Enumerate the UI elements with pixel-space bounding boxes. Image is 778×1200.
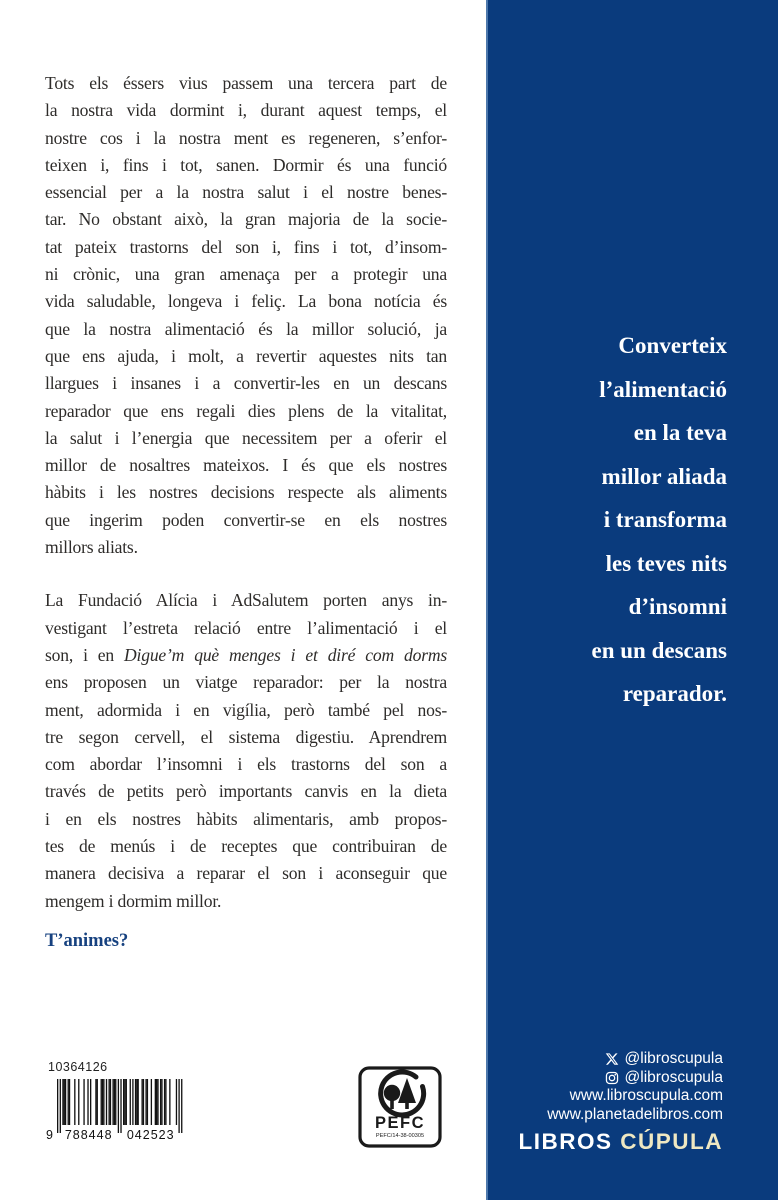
text-line: que ingerim poden convertir-se en els nostres <box>45 509 447 530</box>
svg-text:9: 9 <box>46 1128 54 1142</box>
publisher-logo <box>518 1130 723 1154</box>
text-line: reparador que ens regali dies plens de la vitalitat, <box>45 400 447 421</box>
text-line: La Fundació Alícia i AdSalutem porten anys in- <box>45 590 447 611</box>
pefc-cert-number: PEFC/14-38-00305 <box>375 1133 425 1139</box>
tagline-line: Converteix <box>618 333 727 358</box>
cta-text: T’animes? <box>45 931 129 951</box>
text-line: i en els nostres hàbits alimentaris, amb propos- <box>45 808 447 829</box>
footer-social-block <box>518 1050 723 1154</box>
tagline-line: l’alimentació <box>599 376 727 402</box>
x-handle: @libroscupula <box>624 1050 723 1067</box>
text-line: son, i en Digue’m què menges i et diré com dorms <box>45 644 447 665</box>
publisher-url: www.libroscupula.com <box>569 1087 723 1104</box>
text-line: la nostra vida dormint i, durant aquest temps, el <box>45 100 447 121</box>
tagline-line: millor aliada <box>601 463 727 489</box>
svg-text:788448: 788448 <box>64 1128 113 1142</box>
tagline-line: les teves nits <box>605 550 727 576</box>
text-line: Tots els éssers vius passem una tercera part de <box>45 73 447 93</box>
text-line: tat pateix trastorns del son i, fins i tot, d’insom- <box>45 236 447 257</box>
blue-side-panel <box>486 0 778 1200</box>
tagline-block <box>518 324 727 716</box>
text-line: teixen i, fins i tot, sanen. Dormir és una funció <box>45 154 447 175</box>
text-line: essencial per a la nostra salut i el nostre benes- <box>45 182 447 203</box>
text-line: vida saludable, longeva i feliç. La bona notícia és <box>45 291 447 312</box>
tagline-line: d’insomni <box>628 594 727 619</box>
social-row-x <box>518 1050 723 1069</box>
text-line: través de petits però importants canvis en la dieta <box>45 781 447 802</box>
barcode-block <box>45 1060 195 1143</box>
instagram-handle: @libroscupula <box>624 1068 723 1086</box>
text-line: ni crònic, una gran amenaça per a protegir una <box>45 264 447 285</box>
pefc-logo <box>358 1066 442 1153</box>
text-line: que ens ajuda, i molt, a revertir aquestes nits tan <box>45 345 447 366</box>
text-line: nostre cos i la nostra ment es regeneren, s’enfor- <box>45 127 447 148</box>
text-line: vestigant l’estreta relació entre l’alimentació i el <box>45 617 447 638</box>
tagline-line: en la teva <box>633 420 727 445</box>
text-line: que la nostra alimentació és la millor solució, ja <box>45 318 447 339</box>
text-line: ens proposen un viatge reparador: per la nostra <box>45 672 447 693</box>
text-line: tes de menús i de receptes que contribuiran de <box>45 836 447 857</box>
planeta-url: www.planetadelibros.com <box>547 1105 723 1123</box>
text-line: ment, adormida i en vigília, però també pel nos- <box>45 699 447 720</box>
instagram-logo-icon <box>605 1071 619 1085</box>
text-line: la salut i l’energia que necessitem per a oferir el <box>45 427 447 448</box>
x-logo-icon <box>605 1052 619 1066</box>
publisher-name-part1: LIBROS <box>518 1129 621 1154</box>
svg-text:042523: 042523 <box>126 1128 175 1142</box>
tagline-line: i transforma <box>603 507 727 532</box>
product-code: 10364126 <box>48 1060 108 1074</box>
publisher-name-part2: CÚPULA <box>620 1129 723 1154</box>
text-line: tar. No obstant això, la gran majoria de la socie- <box>45 209 447 230</box>
pefc-name: PEFC <box>374 1114 426 1132</box>
text-line: llargues i insanes i a convertir-les en un descans <box>45 373 447 394</box>
text-line: hàbits i les nostres decisions respecte als aliments <box>45 482 447 503</box>
social-row-instagram <box>518 1069 723 1088</box>
ean-barcode <box>45 1079 185 1143</box>
text-line: millors aliats. <box>45 537 138 558</box>
text-line: com abordar l’insomni i els trastorns del son a <box>45 754 447 775</box>
tagline-line: en un descans <box>591 637 727 663</box>
back-cover-copy <box>45 70 447 941</box>
paragraph <box>45 70 447 561</box>
text-line: tre segon cervell, el sistema digestiu. Aprendrem <box>45 726 447 747</box>
text-line: mengem i dormim millor. <box>45 890 222 911</box>
tagline-line: reparador. <box>622 681 727 706</box>
text-line: millor de nosaltres mateixos. I és que els nostres <box>45 455 447 476</box>
paragraph <box>45 587 447 915</box>
text-line: manera decisiva a reparar el son i aconseguir que <box>45 863 447 884</box>
